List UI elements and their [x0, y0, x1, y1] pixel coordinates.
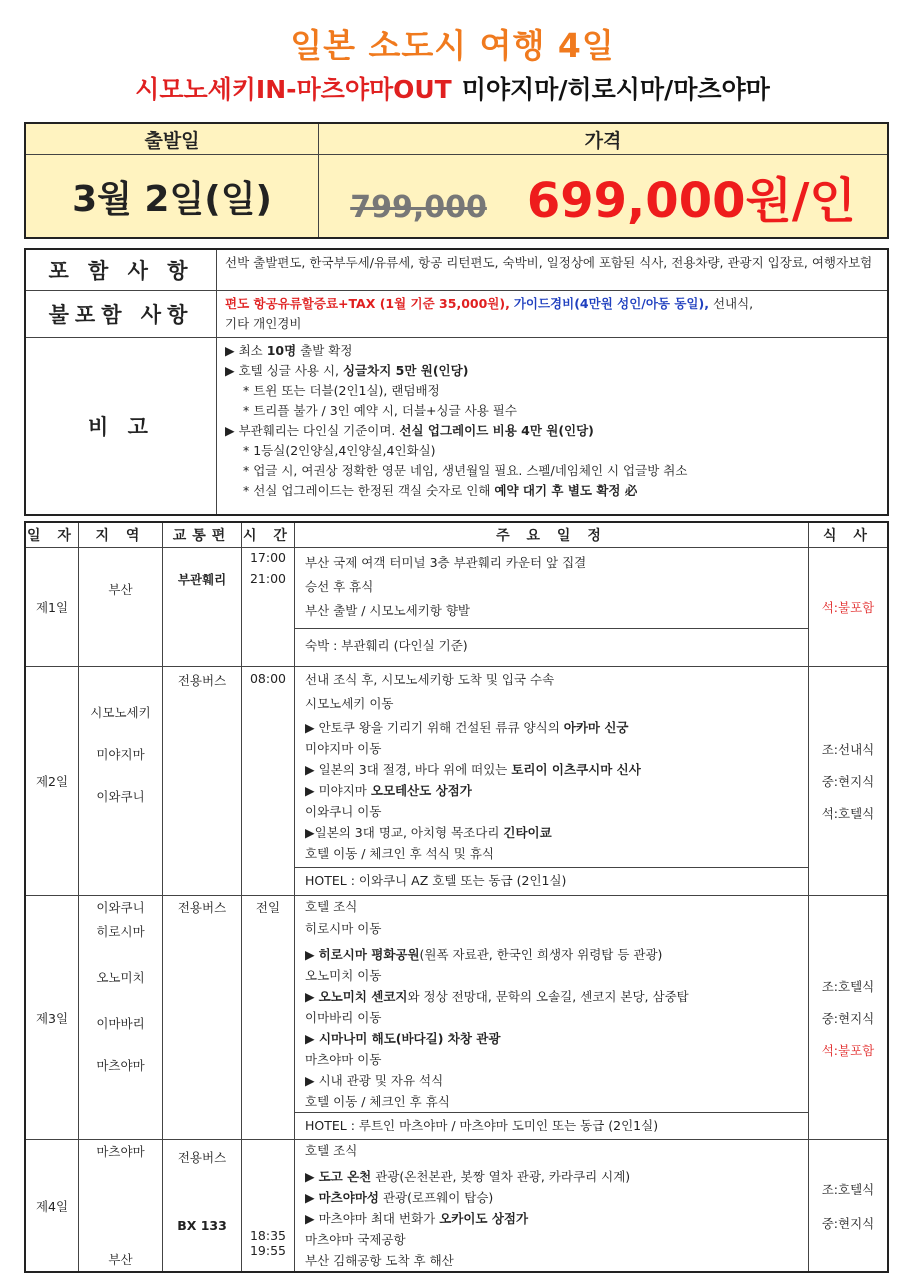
schedule-line: ▶ 마츠야마 최대 번화가 오카이도 상점가: [305, 1211, 529, 1226]
schedule-line: 미야지마 이동: [305, 741, 382, 756]
schedule-line: 마츠야마 국제공항: [305, 1232, 406, 1247]
region: 부산: [108, 582, 133, 597]
remark-line: * 1등실(2인양실,4인양실,4인화실): [243, 443, 436, 458]
schedule-cell: [295, 667, 809, 896]
old-price: 799,000: [350, 189, 487, 225]
time-cell: [242, 896, 295, 1140]
schedule-line: 승선 후 휴식: [305, 579, 374, 594]
col-region: 지 역: [79, 522, 163, 548]
meal-breakfast: 조:선내식: [821, 742, 875, 757]
meal-cell: [809, 896, 889, 1140]
table-row: [25, 667, 888, 896]
price-cell: [319, 155, 889, 239]
col-transport: 교통편: [163, 522, 242, 548]
time: 19:55: [249, 1243, 287, 1258]
exclude-surcharge: 편도 항공유류할증료+TAX (1월 기준 35,000원),: [225, 296, 510, 311]
region-cell: [79, 548, 163, 667]
remark-line: ▶ 호텔 싱글 사용 시, 싱글차지 5만 원(인당): [225, 363, 469, 378]
schedule-line: 마츠야마 이동: [305, 1052, 382, 1067]
time-cell: [242, 667, 295, 896]
schedule-line: 부산 김해공항 도착 후 해산: [305, 1253, 454, 1268]
transport: 전용버스: [177, 673, 227, 688]
schedule-line: 호텔 이동 / 체크인 후 휴식: [305, 1094, 450, 1109]
col-meal: 식 사: [809, 522, 889, 548]
transport: 전용버스: [177, 1150, 227, 1165]
remark-line: ▶ 부관훼리는 다인실 기준이며. 선실 업그레이드 비용 4만 원(인당): [225, 423, 594, 438]
schedule-cell: [295, 1140, 809, 1273]
hotel-line: HOTEL : 이와쿠니 AZ 호텔 또는 동급 (2인1실): [295, 867, 808, 894]
route-in-out: 시모노세키IN-마츠야마OUT: [135, 75, 452, 104]
schedule-cell: [295, 548, 809, 667]
flight-number: BX 133: [177, 1218, 227, 1233]
col-day: 일 자: [25, 522, 79, 548]
col-schedule: 주 요 일 정: [295, 522, 809, 548]
exclude-label: 불포함 사항: [25, 291, 217, 338]
schedule-line: ▶ 히로시마 평화공원(원폭 자료관, 한국인 희생자 위령탑 등 관광): [305, 947, 663, 962]
schedule-line: ▶ 오노미치 센코지와 정상 전망대, 문학의 오솔길, 센코지 본당, 삼중탑: [305, 989, 689, 1004]
table-row: [25, 548, 888, 667]
time: 21:00: [249, 571, 287, 586]
day-label: 제3일: [25, 896, 79, 1140]
remark-line: * 트리플 불가 / 3인 예약 시, 더블+싱글 사용 필수: [243, 403, 517, 418]
schedule-line: ▶ 안토쿠 왕을 기리기 위해 건설된 류큐 양식의 아카마 신궁: [305, 720, 629, 735]
schedule-line: 히로시마 이동: [305, 921, 382, 936]
route-cities: 미야지마/히로시마/마츠야마: [461, 75, 770, 104]
new-price: 699,000원/인: [526, 172, 856, 229]
schedule-cell: [295, 896, 809, 1140]
exclude-meal: 선내식,: [712, 296, 754, 311]
region: 마츠야마: [96, 1144, 145, 1159]
transport-cell: [163, 667, 242, 896]
schedule-line: ▶ 시마나미 해도(바다길) 차창 관광: [305, 1031, 501, 1046]
region: 미야지마: [96, 747, 145, 762]
meal-breakfast: 조:호텔식: [821, 978, 875, 994]
departure-header: 출발일: [25, 123, 319, 155]
region: 이와쿠니: [96, 789, 145, 804]
schedule-line: 호텔 이동 / 체크인 후 석식 및 휴식: [305, 846, 495, 861]
schedule-line: ▶ 시내 관광 및 자유 석식: [305, 1073, 444, 1088]
include-label: 포 함 사 항: [25, 249, 217, 291]
meal-cell: [809, 667, 889, 896]
schedule-line: 호텔 조식: [305, 899, 358, 914]
col-time: 시 간: [242, 522, 295, 548]
schedule-line: 이마바리 이동: [305, 1010, 382, 1025]
time: 08:00: [249, 671, 287, 686]
schedule-line: 부산 국제 여객 터미널 3층 부관훼리 카운터 앞 집결: [305, 555, 587, 570]
region-cell: [79, 1140, 163, 1273]
schedule-line: ▶ 미야지마 오모테산도 상점가: [305, 783, 472, 798]
meal-dinner: 석:호텔식: [821, 806, 875, 821]
region: 이와쿠니: [96, 900, 145, 915]
schedule-line: 호텔 조식: [305, 1143, 358, 1158]
remark-line: * 선실 업그레이드는 한정된 객실 숫자로 인해 예약 대기 후 별도 확정 必: [243, 483, 638, 498]
region: 마츠야마: [96, 1058, 145, 1073]
schedule-line: 부산 출발 / 시모노세키항 향발: [305, 603, 471, 618]
schedule-line: 시모노세키 이동: [305, 696, 394, 711]
region: 오노미치: [96, 970, 145, 985]
region-cell: [79, 667, 163, 896]
table-row: [25, 896, 888, 1140]
schedule-line: ▶ 마츠야마성 관광(로프웨이 탑승): [305, 1190, 494, 1205]
time-cell: [242, 548, 295, 667]
time-cell: [242, 1140, 295, 1273]
meal-cell: [809, 1140, 889, 1273]
time: 전일: [255, 900, 281, 915]
schedule-line: ▶일본의 3대 명교, 아치형 목조다리 긴타이쿄: [305, 825, 552, 840]
transport-cell: [163, 548, 242, 667]
schedule-line: 선내 조식 후, 시모노세키항 도착 및 입국 수속: [305, 672, 555, 687]
page-title: 일본 소도시 여행 4일: [290, 26, 615, 65]
meal-lunch: 중:현지식: [821, 1010, 875, 1026]
hotel-line: 숙박 : 부관훼리 (다인실 기준): [295, 628, 808, 663]
remark-line: ▶ 최소 10명 출발 확정: [225, 343, 353, 358]
region: 시모노세키: [90, 705, 151, 720]
schedule-table: [24, 521, 889, 1273]
info-table: [24, 248, 889, 516]
meal-lunch: 중:현지식: [821, 1215, 875, 1231]
time: 17:00: [249, 550, 287, 565]
transport-cell: [163, 1140, 242, 1273]
region-cell: [79, 896, 163, 1140]
schedule-line: ▶ 일본의 3대 절경, 바다 위에 떠있는 토리이 이츠쿠시마 신사: [305, 762, 641, 777]
price-table: [24, 122, 889, 239]
day-label: 제2일: [25, 667, 79, 896]
schedule-line: ▶ 도고 온천 관광(온천본관, 봇짱 열차 관광, 카라쿠리 시계): [305, 1169, 631, 1184]
exclude-text: [217, 291, 889, 338]
transport-cell: [163, 896, 242, 1140]
region: 이마바리: [96, 1016, 145, 1031]
region: 부산: [108, 1252, 133, 1267]
departure-date: 3월 2일(일): [25, 155, 319, 239]
schedule-line: 이와쿠니 이동: [305, 804, 382, 819]
meal-cell: 석:불포함: [809, 548, 889, 667]
remark-label: 비 고: [25, 338, 217, 516]
meal-breakfast: 조:호텔식: [821, 1181, 875, 1197]
include-text: 선박 출발편도, 한국부두세/유류세, 항공 리턴편도, 숙박비, 일정상에 포함된 식사, 전용차량, 관광지 입장료, 여행자보험: [217, 249, 889, 291]
time: 18:35: [249, 1228, 287, 1243]
route-subtitle: [0, 70, 905, 106]
transport: 부관훼리: [177, 572, 227, 587]
region: 히로시마: [96, 924, 145, 939]
hotel-line: HOTEL : 루트인 마츠야마 / 마츠야마 도미인 또는 동급 (2인1실): [295, 1112, 808, 1139]
exclude-personal: 기타 개인경비: [225, 316, 302, 331]
day-label: 제1일: [25, 548, 79, 667]
remark-line: * 트윈 또는 더블(2인1실), 랜덤배정: [243, 383, 440, 398]
schedule-line: 오노미치 이동: [305, 968, 382, 983]
meal-dinner: 석:불포함: [821, 1042, 875, 1058]
table-row: [25, 1140, 888, 1273]
price-header: 가격: [319, 123, 889, 155]
remark-line: * 업글 시, 여권상 정확한 영문 네임, 생년월일 필요. 스펠/네임체인 시 업글방 취소: [243, 463, 688, 478]
transport: 전용버스: [177, 900, 227, 915]
meal-lunch: 중:현지식: [821, 774, 875, 789]
exclude-guide-fee: 가이드경비(4만원 성인/아동 동일),: [513, 296, 709, 311]
remark-text: [217, 338, 889, 516]
day-label: 제4일: [25, 1140, 79, 1273]
